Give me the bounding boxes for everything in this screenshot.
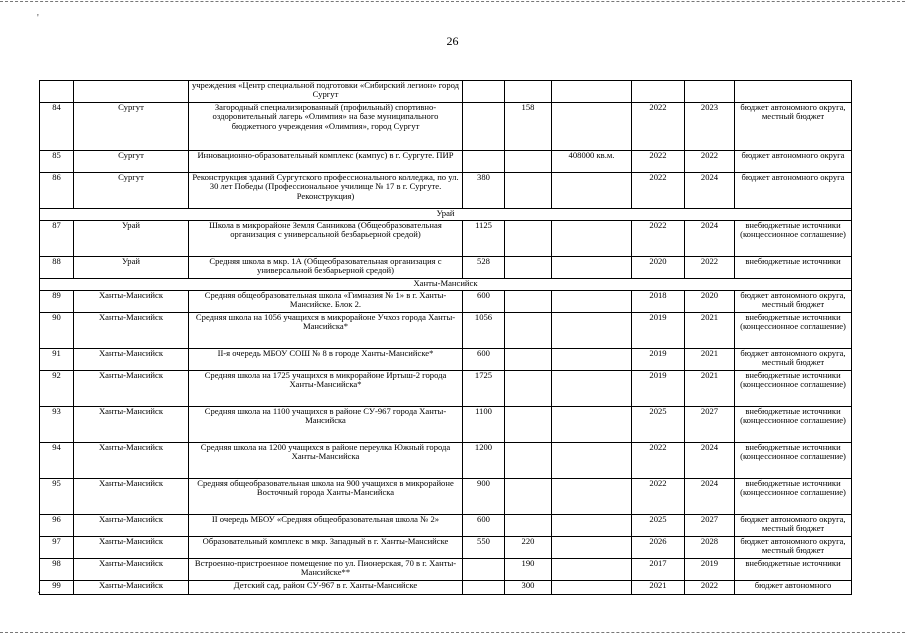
city-cell: Ханты-Мансийск [74,407,189,443]
city-cell: Ханты-Мансийск [74,291,189,313]
capacity-a: 600 [463,291,505,313]
capacity-b: 220 [505,537,552,559]
capacity-a [463,81,505,103]
table-row [40,537,852,559]
city-cell: Ханты-Мансийск [74,515,189,537]
table-row [40,313,852,349]
row-number: 94 [40,443,74,479]
capacity-c [552,349,632,371]
row-number: 92 [40,371,74,407]
capacity-a [463,151,505,173]
start-year: 2022 [632,443,685,479]
capacity-b: 190 [505,559,552,581]
capacity-c [552,537,632,559]
funding-source: внебюджетные источники [735,559,852,581]
city-cell: Ханты-Мансийск [74,559,189,581]
end-year: 2022 [685,257,735,279]
capacity-a: 380 [463,173,505,209]
table-row [40,151,852,173]
row-number: 85 [40,151,74,173]
capacity-a: 1125 [463,221,505,257]
object-name: Школа в микрорайоне Земля Санникова (Общеобразовательная организация с универсальной безбарьерной средой) [189,221,463,257]
capacity-b [505,515,552,537]
funding-source: бюджет автономного округа, местный бюджет [735,291,852,313]
funding-source: внебюджетные источники (концессионное соглашение) [735,371,852,407]
table-row [40,515,852,537]
corner-mark: ' [37,13,39,24]
city-cell: Урай [74,221,189,257]
row-number: 90 [40,313,74,349]
section-row [40,279,852,291]
end-year: 2021 [685,313,735,349]
table-row [40,443,852,479]
capacity-a: 550 [463,537,505,559]
funding-source: внебюджетные источники (концессионное соглашение) [735,479,852,515]
funding-source: внебюджетные источники [735,257,852,279]
row-number [40,81,74,103]
section-title: Урай [40,209,852,221]
capacity-c [552,515,632,537]
capacity-c [552,371,632,407]
capacity-b [505,221,552,257]
funding-source: бюджет автономного округа [735,151,852,173]
end-year: 2027 [685,407,735,443]
object-name: II-я очередь МБОУ СОШ № 8 в городе Ханты-Мансийске* [189,349,463,371]
capacity-a [463,559,505,581]
capacity-c [552,479,632,515]
start-year: 2018 [632,291,685,313]
object-name: Средняя школа на 1200 учащихся в районе переулка Южный города Ханты-Мансийска [189,443,463,479]
end-year: 2022 [685,151,735,173]
capacity-b [505,407,552,443]
end-year: 2027 [685,515,735,537]
start-year: 2019 [632,371,685,407]
city-cell: Ханты-Мансийск [74,479,189,515]
capacity-b: 158 [505,103,552,151]
city-cell: Ханты-Мансийск [74,581,189,595]
table-row [40,581,852,595]
object-name: Средняя школа в мкр. 1А (Общеобразовательная организация с универсальной безбарьерной средой) [189,257,463,279]
funding-source [735,81,852,103]
end-year: 2028 [685,537,735,559]
object-name: Средняя школа на 1056 учащихся в микрорайоне Учхоз города Ханты-Мансийска* [189,313,463,349]
row-number: 99 [40,581,74,595]
capacity-c [552,313,632,349]
start-year [632,81,685,103]
section-title: Ханты-Мансийск [40,279,852,291]
table-row [40,173,852,209]
row-number: 89 [40,291,74,313]
end-year: 2021 [685,349,735,371]
capacity-c [552,559,632,581]
start-year: 2020 [632,257,685,279]
capacity-c: 408000 кв.м. [552,151,632,173]
capacity-b [505,257,552,279]
end-year: 2024 [685,479,735,515]
end-year: 2022 [685,581,735,595]
row-number: 98 [40,559,74,581]
start-year: 2022 [632,151,685,173]
capacity-b [505,81,552,103]
start-year: 2025 [632,407,685,443]
object-name: Средняя общеобразовательная школа на 900 учащихся в микрорайоне Восточный города Ханты-Мансийска [189,479,463,515]
funding-source: бюджет автономного [735,581,852,595]
table-row [40,371,852,407]
table-row [40,221,852,257]
start-year: 2026 [632,537,685,559]
construction-objects-table [39,80,852,595]
capacity-b [505,443,552,479]
capacity-c [552,81,632,103]
capacity-a [463,581,505,595]
object-name: Реконструкция зданий Сургутского профессионального колледжа, по ул. 30 лет Победы (Профессиональное училище № 17 в г. Сургуте. Реконструкция) [189,173,463,209]
table-body [40,81,852,595]
capacity-b [505,371,552,407]
capacity-a: 900 [463,479,505,515]
object-name: Загородный специализированный (профильный) спортивно-оздоровительный лагерь «Олимпия» на базе муниципального бюджетного учреждения «Олимпия», город Сургут [189,103,463,151]
start-year: 2019 [632,349,685,371]
city-cell: Сургут [74,173,189,209]
capacity-c [552,443,632,479]
start-year: 2017 [632,559,685,581]
page-mark: · [37,588,41,599]
funding-source: внебюджетные источники (концессионное соглашение) [735,407,852,443]
city-cell: Сургут [74,103,189,151]
city-cell: Сургут [74,151,189,173]
city-cell: Ханты-Мансийск [74,537,189,559]
end-year: 2020 [685,291,735,313]
start-year: 2022 [632,221,685,257]
city-cell: Ханты-Мансийск [74,313,189,349]
row-number: 93 [40,407,74,443]
table-row [40,407,852,443]
capacity-b [505,151,552,173]
end-year: 2024 [685,173,735,209]
city-cell: Урай [74,257,189,279]
page-number: 26 [446,34,459,48]
row-number: 88 [40,257,74,279]
funding-source: бюджет автономного округа, местный бюджет [735,103,852,151]
capacity-b [505,313,552,349]
end-year: 2019 [685,559,735,581]
funding-source: бюджет автономного округа [735,173,852,209]
table-row [40,291,852,313]
funding-source: бюджет автономного округа, местный бюджет [735,349,852,371]
capacity-c [552,407,632,443]
object-name: Детский сад, район СУ-967 в г. Ханты-Мансийске [189,581,463,595]
object-name: Средняя школа на 1725 учащихся в микрорайоне Иртыш-2 города Ханты-Мансийска* [189,371,463,407]
object-name: Образовательный комплекс в мкр. Западный в г. Ханты-Мансийске [189,537,463,559]
capacity-a: 1100 [463,407,505,443]
city-cell: Ханты-Мансийск [74,443,189,479]
row-number: 86 [40,173,74,209]
end-year: 2021 [685,371,735,407]
start-year: 2021 [632,581,685,595]
city-cell: Ханты-Мансийск [74,349,189,371]
object-name: Средняя школа на 1100 учащихся в районе СУ-967 города Ханты-Мансийска [189,407,463,443]
bottom-scan-edge [0,632,905,634]
table-row [40,559,852,581]
table-row [40,349,852,371]
end-year: 2024 [685,443,735,479]
table-row [40,103,852,151]
start-year: 2022 [632,173,685,209]
start-year: 2025 [632,515,685,537]
start-year: 2019 [632,313,685,349]
row-number: 87 [40,221,74,257]
end-year [685,81,735,103]
capacity-a: 1056 [463,313,505,349]
capacity-a: 600 [463,349,505,371]
table-row [40,257,852,279]
capacity-c [552,581,632,595]
funding-source: бюджет автономного округа, местный бюджет [735,537,852,559]
capacity-b [505,349,552,371]
object-name: Инновационно-образовательный комплекс (кампус) в г. Сургуте. ПИР [189,151,463,173]
start-year: 2022 [632,479,685,515]
funding-source: внебюджетные источники (концессионное соглашение) [735,221,852,257]
capacity-a [463,103,505,151]
table-row [40,479,852,515]
capacity-a: 600 [463,515,505,537]
row-number: 84 [40,103,74,151]
capacity-b [505,173,552,209]
capacity-a: 528 [463,257,505,279]
capacity-c [552,103,632,151]
capacity-c [552,173,632,209]
object-name: II очередь МБОУ «Средняя общеобразовательная школа № 2» [189,515,463,537]
funding-source: внебюджетные источники (концессионное соглашение) [735,313,852,349]
capacity-a: 1725 [463,371,505,407]
capacity-c [552,257,632,279]
top-scan-edge [0,1,905,3]
capacity-b [505,479,552,515]
capacity-c [552,291,632,313]
capacity-c [552,221,632,257]
end-year: 2023 [685,103,735,151]
row-number: 96 [40,515,74,537]
table-row [40,81,852,103]
city-cell: Ханты-Мансийск [74,371,189,407]
capacity-a: 1200 [463,443,505,479]
row-number: 97 [40,537,74,559]
capacity-b: 300 [505,581,552,595]
object-name: Средняя общеобразовательная школа «Гимназия № 1» в г. Ханты-Мансийске. Блок 2. [189,291,463,313]
section-row [40,209,852,221]
row-number: 91 [40,349,74,371]
object-name: учреждения «Центр специальной подготовки «Сибирский легион» город Сургут [189,81,463,103]
city-cell [74,81,189,103]
row-number: 95 [40,479,74,515]
object-name: Встроенно-пристроенное помещение по ул. Пионерская, 70 в г. Ханты-Мансийске** [189,559,463,581]
end-year: 2024 [685,221,735,257]
funding-source: внебюджетные источники (концессионное соглашение) [735,443,852,479]
start-year: 2022 [632,103,685,151]
capacity-b [505,291,552,313]
funding-source: бюджет автономного округа, местный бюджет [735,515,852,537]
